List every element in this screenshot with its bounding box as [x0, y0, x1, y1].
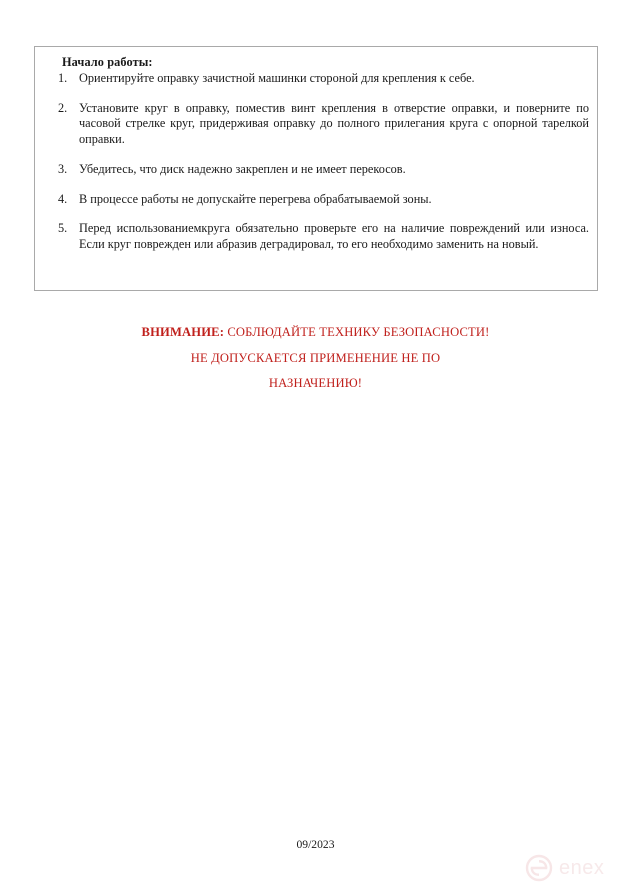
step-text: Перед использованиемкруга обязательно проверьте его на наличие повреждений или износа. Если круг поврежден или абразив деградировал, то его необходимо заменить на новый.: [79, 221, 589, 251]
warning-rest-text: НАЗНАЧЕНИЮ!: [268, 376, 363, 390]
step-number: 3.: [58, 161, 68, 176]
step-number: 4.: [58, 191, 68, 206]
list-item: [43, 71, 589, 86]
step-number: 5.: [58, 221, 68, 236]
instruction-box: [34, 46, 598, 291]
watermark-text: enex: [559, 857, 605, 879]
enex-logo-icon: [524, 853, 554, 883]
list-item: [43, 192, 589, 207]
footer-date: 09/2023: [296, 838, 335, 851]
step-text: В процессе работы не допускайте перегрева обрабатываемой зоны.: [79, 191, 432, 206]
step-text: Установите круг в оправку, поместив винт крепления в отверстие оправки, и поверните по часовой стрелке круг, придерживая оправку до полного прилегания круга с опорной тарелкой оправки.: [79, 100, 589, 146]
step-number: 2.: [58, 100, 68, 115]
list-item: [43, 162, 589, 177]
warning-lead-label: ВНИМАНИЕ:: [141, 325, 225, 339]
warning-rest-text: СОБЛЮДАЙТЕ ТЕХНИКУ БЕЗОПАСНОСТИ!: [224, 325, 490, 339]
warning-line-2: [0, 346, 631, 372]
step-text: Ориентируйте оправку зачистной машинки стороной для крепления к себе.: [79, 71, 475, 85]
step-number: 1.: [58, 71, 68, 85]
watermark: [524, 848, 628, 888]
step-text: Убедитесь, что диск надежно закреплен и не имеет перекосов.: [79, 161, 406, 176]
list-item: [43, 101, 589, 147]
instruction-steps-list: [43, 71, 589, 252]
warning-line-3: [0, 371, 631, 397]
warning-rest-text: НЕ ДОПУСКАЕТСЯ ПРИМЕНЕНИЕ НЕ ПО: [190, 350, 441, 365]
warning-line-1: [0, 320, 631, 346]
safety-warning-block: [0, 320, 631, 397]
instruction-box-heading: Начало работы:: [62, 55, 153, 69]
list-item: [43, 221, 589, 252]
